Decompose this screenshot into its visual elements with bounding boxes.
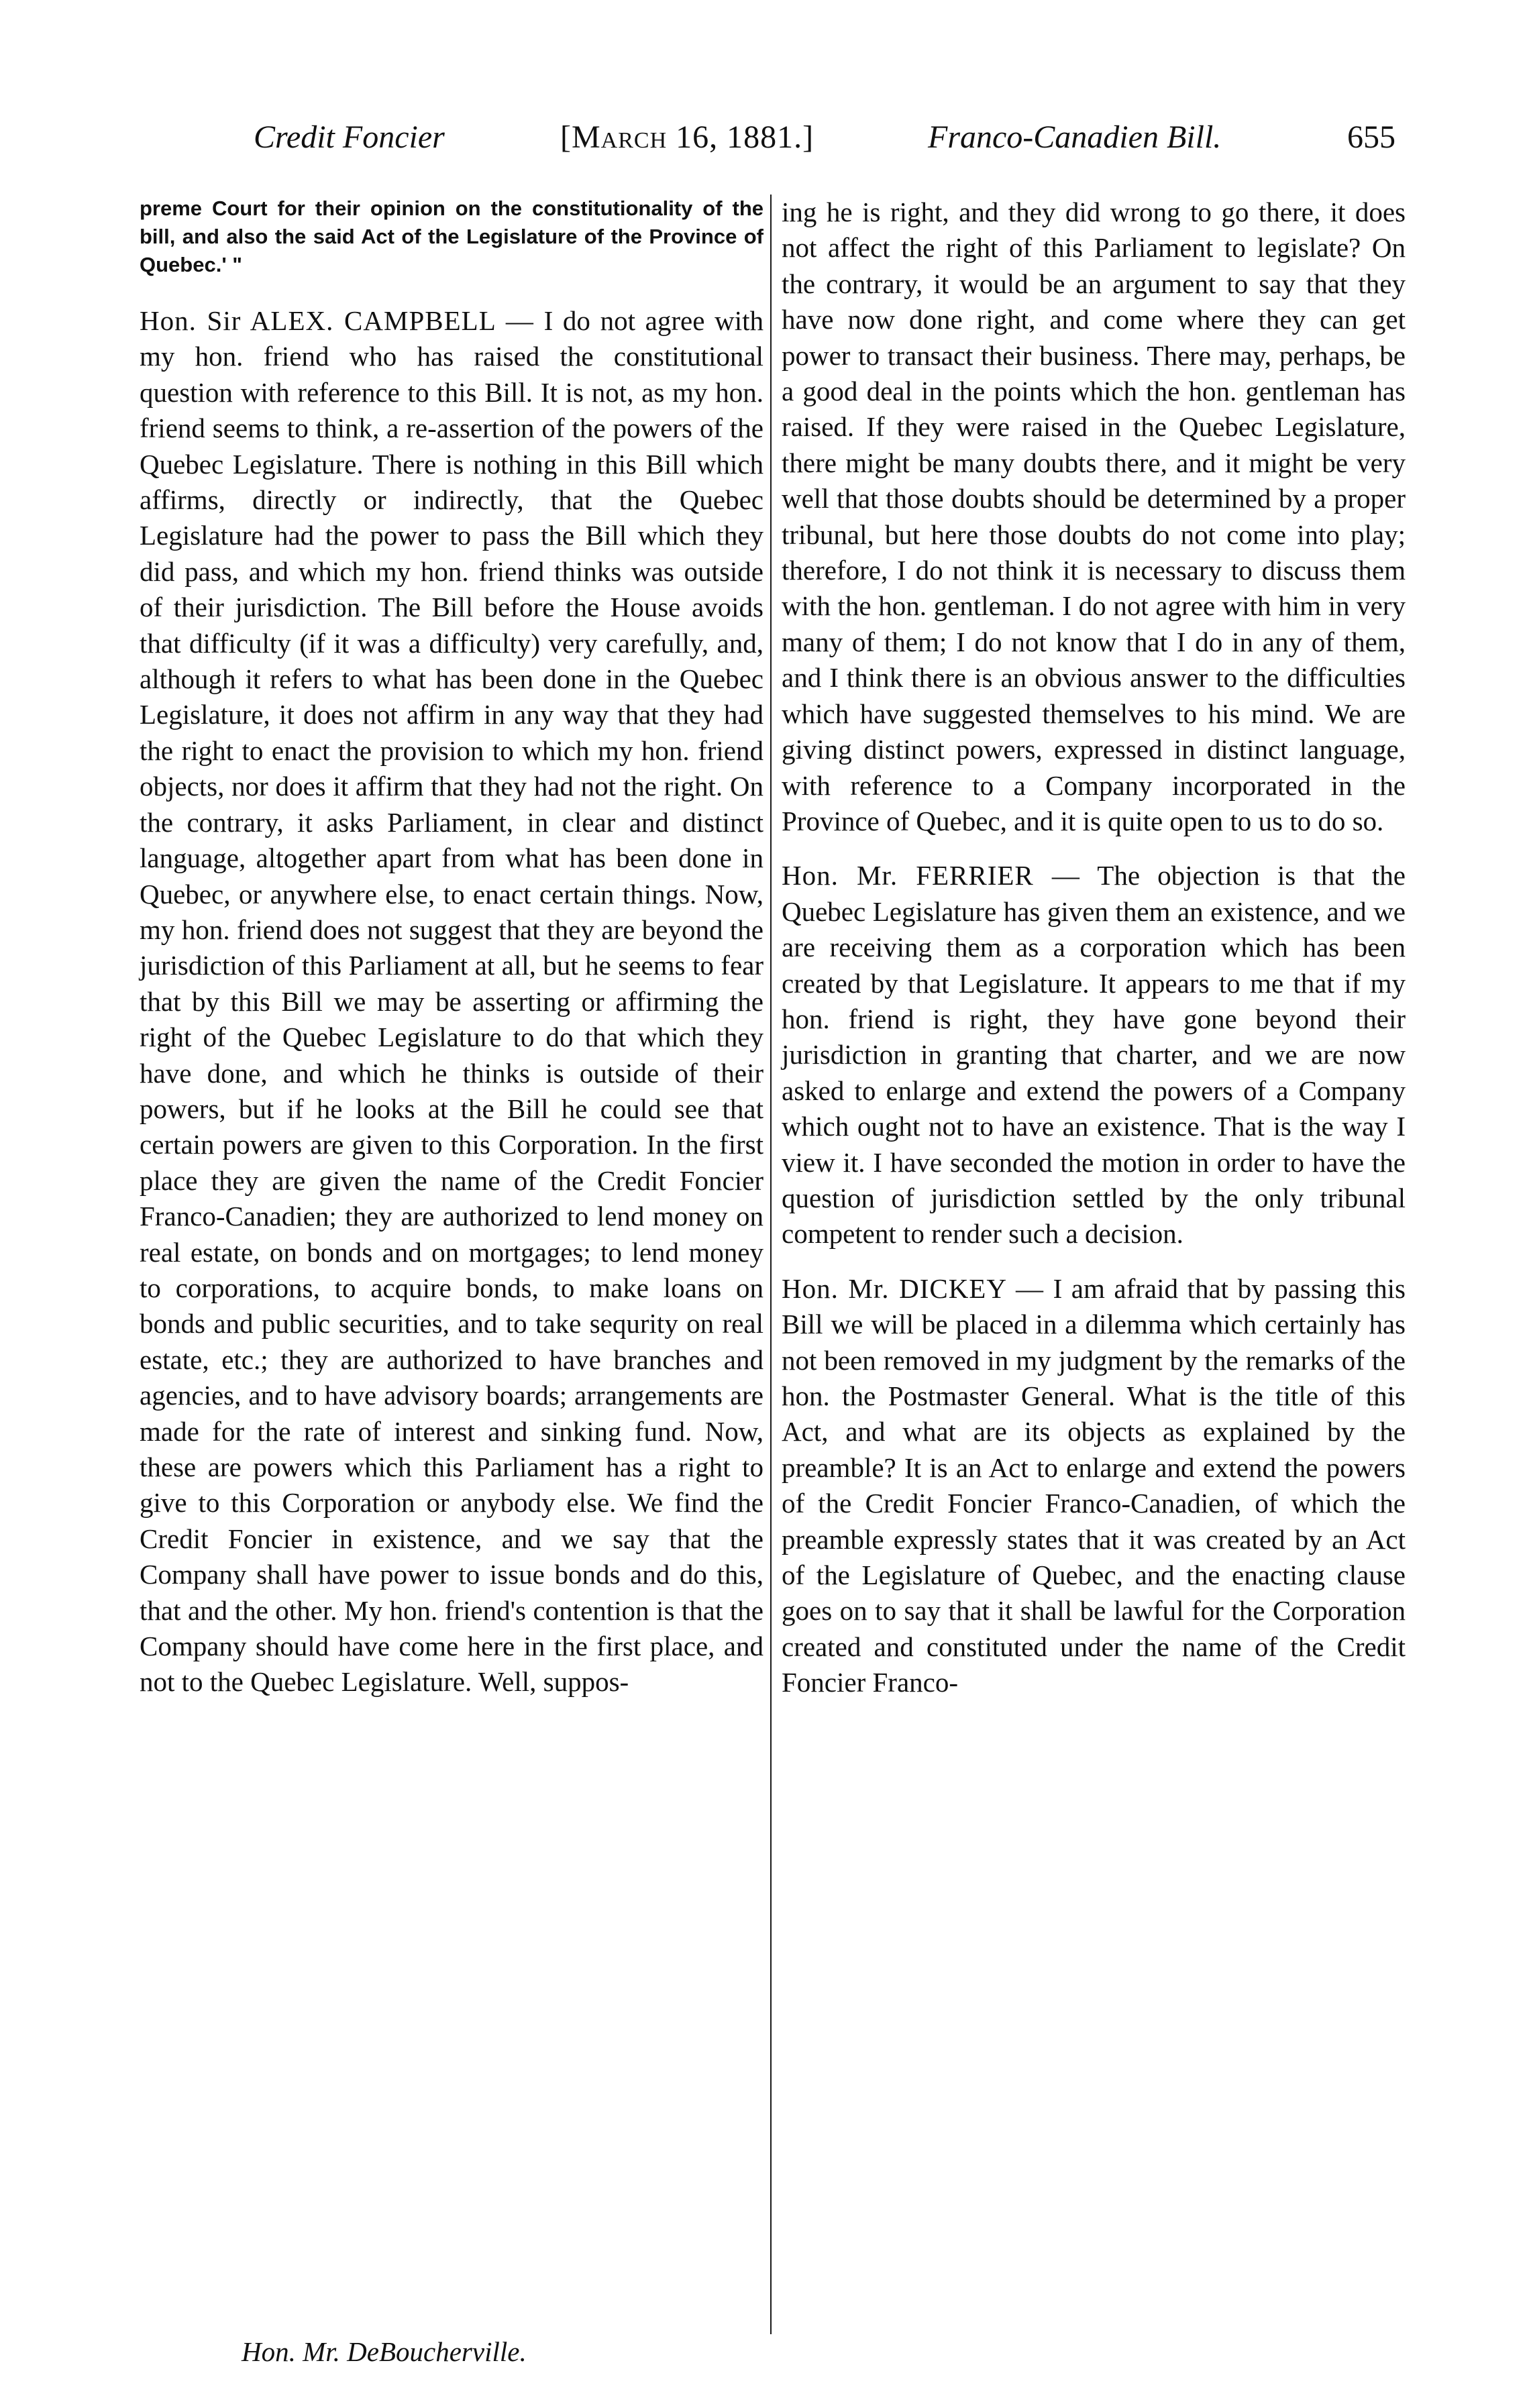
campbell-speech-continued: ing he is right, and they did wrong to go there, it does not affect the right of this Parliament to legislate? On the contrary, it would be an argument to say that they have now done right, and come where they can get power to transact their business. There may, perhaps, be a good deal in the points which the hon. gentleman has raised. If they were raised in the Quebec Legislature, there might be many doubts there, and it might be very well that those doubts should be determined by a proper tribunal, but here those doubts do not come into play; therefore, I do not think it is necessary to discuss them with the hon. gentleman. I do not agree with him in very many of them; I do not know that I do in any of them, and I think there is an obvious answer to the difficulties which have suggested themselves to his mind. We are giving distinct powers, expressed in distinct language, with reference to a Company incorporated in the Province of Quebec, and it is quite open to us to do so.	[782, 197, 1406, 836]
header-date: [March 16, 1881.]	[560, 119, 814, 155]
dickey-speech	[782, 1271, 1406, 1701]
running-footer-speaker: Hon. Mr. DeBoucherville.	[242, 2336, 527, 2367]
header-left-title: Credit Foncier	[254, 119, 445, 155]
page-number: 655	[1347, 119, 1396, 155]
ferrier-speech	[782, 858, 1406, 1252]
left-column	[140, 195, 764, 1700]
speaker-dickey: Hon. Mr. DICKEY —	[782, 1272, 1044, 1304]
header-right-title: Franco-Canadien Bill.	[928, 119, 1222, 155]
ferrier-speech-text: The objection is that the Quebec Legislature has given them an existence, and we are receiving them as a corporation which has been created by that Legislature. It appears to me that if my hon. friend is right, they have gone beyond their jurisdiction in granting that charter, and we are now asked to enlarge and extend the powers of a Company which ought not to have an existence. That is the way I view it. I have seconded the motion in order to have the question of jurisdiction settled by the only tribunal competent to render such a decision.	[782, 860, 1406, 1250]
campbell-speech-text: I do not agree with my hon. friend who has raised the constitutional question with reference to this Bill. It is not, as my hon. friend seems to think, a re-assertion of the powers of the Quebec Legislature. There is nothing in this Bill which affirms, directly or indirectly, that the Quebec Legislature had the power to pass the Bill which they did pass, and which my hon. friend thinks was outside of their jurisdiction. The Bill before the House avoids that difficulty (if it was a difficulty) very carefully, and, although it refers to what has been done in the Quebec Legislature, it does not affirm in any way that they had the right to enact the provision to which my hon. friend objects, nor does it affirm that they had not the right. On the contrary, it asks Parliament, in clear and distinct language, altogether apart from what has been done in Quebec, or anywhere else, to enact certain things. Now, my hon. friend does not suggest that they are beyond the jurisdiction of this Parliament at all, but he seems to fear that by this Bill we may be asserting or affirming the right of the Quebec Legislature to do that which they have done, and which he thinks is outside of their powers, but if he looks at the Bill he could see that certain powers are given to this Corporation. In the first place they are given the name of the Credit Foncier Franco-Canadien; they are authorized to lend money on real estate, on bonds and on mortgages; to lend money to corporations, to acquire bonds, to make loans on bonds and public securities, and to take sequrity on real estate, etc.; they are authorized to have branches and agencies, and to have advisory boards; arrangements are made for the rate of interest and sinking fund. Now, these are powers which this Parliament has a right to give to this Corporation or anybody else. We find the Credit Foncier in existence, and we say that the Company shall have power to issue bonds and do this, that and the other. My hon. friend's contention is that the Company should have come here in the first place, and not to the Quebec Legislature. Well, suppos-	[140, 305, 764, 1698]
speaker-campbell: Hon. Sir ALEX. CAMPBELL —	[140, 305, 534, 336]
column-divider	[770, 195, 772, 2334]
right-column	[782, 195, 1406, 1701]
running-header	[134, 107, 1396, 168]
quoted-motion-text: preme Court for their opinion on the constitutionality of the bill, and also the said Act of the Legislature of the Province of Quebec.' "	[140, 197, 764, 276]
speaker-ferrier: Hon. Mr. FERRIER —	[782, 860, 1080, 891]
campbell-speech	[140, 303, 764, 1700]
dickey-speech-text: I am afraid that by passing this Bill we will be placed in a dilemma which certainly has not been removed in my judgment by the remarks of the hon. the Postmaster General. What is the title of this Act, and what are its objects as explained by the preamble? It is an Act to enlarge and extend the powers of the Credit Foncier Franco-Canadien, of which the preamble expressly states that it was created by an Act of the Legislature of Quebec, and the enacting clause goes on to say that it shall be lawful for the Corporation created and constituted under the name of the Credit Foncier Franco-	[782, 1272, 1406, 1698]
